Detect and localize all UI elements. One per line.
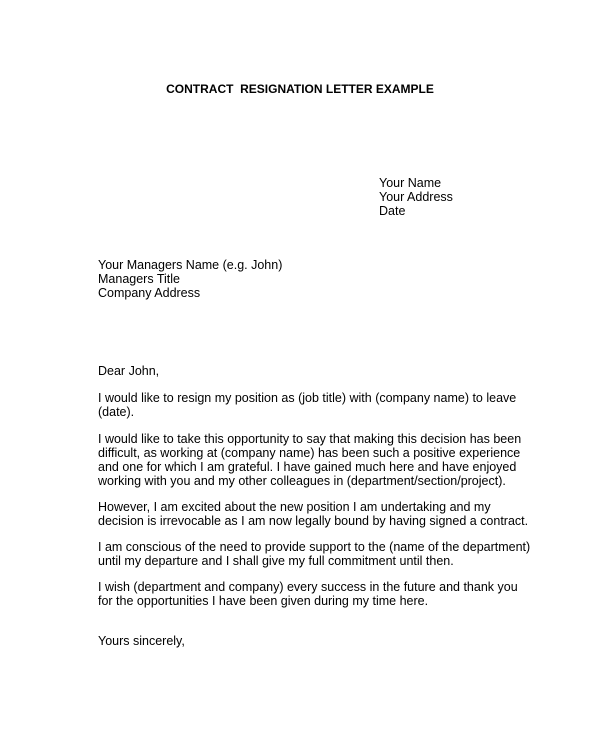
paragraph-well-wishes (98, 580, 518, 608)
closing (98, 634, 518, 648)
paragraph-line: and one for which I am grateful. I have gained much here and have enjoyed (98, 460, 517, 474)
document-title: CONTRACT RESIGNATION LETTER EXAMPLE (166, 82, 434, 96)
paragraph-line: difficult, as working at (company name) has been such a positive experience (98, 446, 521, 460)
sender-address: Your Address (379, 190, 453, 204)
paragraph-line: until my departure and I shall give my full commitment until then. (98, 554, 454, 568)
salutation (98, 364, 518, 378)
paragraph-line: I wish (department and company) every success in the future and thank you (98, 580, 518, 594)
paragraph-line: decision is irrevocable as I am now legally bound by having signed a contract. (98, 514, 529, 528)
paragraph-line: I would like to take this opportunity to say that making this decision has been (98, 432, 522, 446)
paragraph-resignation (98, 391, 518, 419)
paragraph-support (98, 540, 531, 568)
paragraph-line: for the opportunities I have been given during my time here. (98, 594, 429, 608)
recipient-company-address: Company Address (98, 286, 201, 300)
recipient-address-block (98, 258, 282, 300)
paragraph-line: (date). (98, 405, 135, 419)
sender-date: Date (379, 204, 406, 218)
salutation-text: Dear John, (98, 364, 160, 378)
sender-address-block (379, 176, 453, 218)
paragraph-line: working with you and my other colleagues in (department/section/project). (98, 474, 506, 488)
sender-name: Your Name (379, 176, 442, 190)
paragraph-line: I am conscious of the need to provide support to the (name of the department) (98, 540, 531, 554)
recipient-title: Managers Title (98, 272, 180, 286)
recipient-name: Your Managers Name (e.g. John) (98, 258, 283, 272)
paragraph-new-position (98, 500, 529, 528)
paragraph-gratitude (98, 432, 522, 488)
paragraph-line: However, I am excited about the new position I am undertaking and my (98, 500, 491, 514)
paragraph-line: I would like to resign my position as (job title) with (company name) to leave (98, 391, 517, 405)
closing-text: Yours sincerely, (98, 634, 185, 648)
